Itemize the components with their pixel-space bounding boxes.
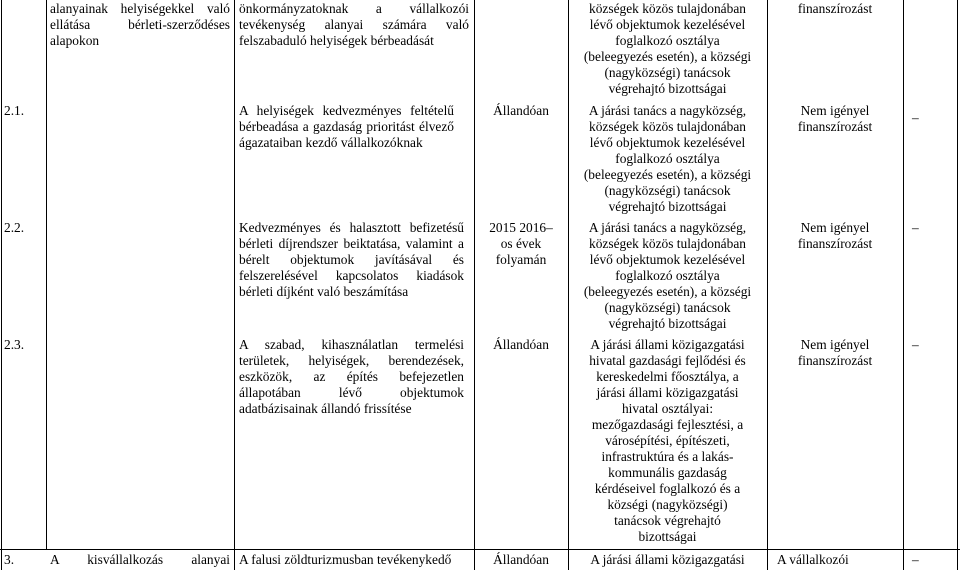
top-cell-responsible: községek közös tulajdonában lévő objektumok kezelésével foglalkozó osztálya (beleegyezés esetén), a községi (nagyközségi) tanácsok végrehajtó bizottságai [583,1,752,96]
row-number: 3. [4,552,15,567]
row-notes: – [912,220,919,235]
table-border-right [957,0,958,570]
row-financing: Nem igényel finanszírozást [797,220,873,251]
row-responsible: A járási állami közigazgatási hivatal gazdasági fejlődési és kereskedelmi főosztálya, a járási állami közigazgatási hivatal osztályai: mezőgazdasági fejlesztési, a városépítési, építészeti, infrastruktúra és a lakás- kommunális gazdaság kérdéseivel foglalkozó és a községi (nagyközségi) tanácsok végrehajtó bizottságai [589,337,746,544]
row-deadline: 2015 2016– os évek folyamán [489,220,553,267]
column-divider-deadline [474,0,475,570]
row-notes: – [912,552,919,567]
row-number: 2.3. [4,337,25,352]
row-deadline: Állandóan [493,552,549,567]
top-cell-subject: alanyainak helyiségekkel való ellátása bérleti-szerződéses alapokon [50,1,230,48]
row-description: A falusi zöldturizmusban tevékenykedő [239,552,452,567]
row-number: 2.2. [4,220,25,235]
row-financing: Nem igényel finanszírozást [797,337,873,368]
row-description: A szabad, kihasználatlan termelési területek, helyiségek, berendezések, eszközök, az építés befejezetlen állapotában lévő objektumok adatbázisainak állandó frissítése [239,337,464,416]
column-divider-description [234,0,235,570]
row-divider-bottom [0,549,960,550]
row-notes: – [912,110,919,125]
row-financing: Nem igényel finanszírozást [797,103,873,134]
column-divider-notes [903,0,904,570]
row-financing: A vállalkozói [777,552,849,567]
row-number: 2.1. [4,103,25,118]
table-border-left [1,0,2,570]
column-divider-number [46,0,47,549]
row-responsible: A járási állami közigazgatási [590,552,745,567]
top-cell-financing: finanszírozást [797,1,873,16]
row-notes: – [912,337,919,352]
row-responsible: A járási tanács a nagyközség, községek közös tulajdonában lévő objektumok kezelésével foglalkozó osztálya (beleegyezés esetén), a községi (nagyközségi) tanácsok végrehajtó bizottságai [583,220,752,331]
row-deadline: Állandóan [493,103,549,118]
row-description: A helyiségek kedvezményes feltételű bérbeadása a gazdaság prioritást élvező ágazataiban kezdő vállalkozóknak [239,103,454,150]
row-responsible: A járási tanács a nagyközség, községek közös tulajdonában lévő objektumok kezelésével foglalkozó osztálya (beleegyezés esetén), a községi (nagyközségi) tanácsok végrehajtó bizottságai [583,103,752,214]
row-subject: A kisvállalkozás alanyai [50,552,230,567]
row-description: Kedvezményes és halasztott befizetésű bérleti díjrendszer beiktatása, valamint a bérelt objektumok javításával és felszerelésével kapcsolatos kiadások bérleti díjként való beszámítása [239,220,464,299]
top-cell-description: önkormányzatoknak a vállalkozói tevékenység alanyai számára való felszabaduló helyiségek bérbeadását [239,1,469,48]
row-deadline: Állandóan [493,337,549,352]
column-divider-financing [767,0,768,570]
